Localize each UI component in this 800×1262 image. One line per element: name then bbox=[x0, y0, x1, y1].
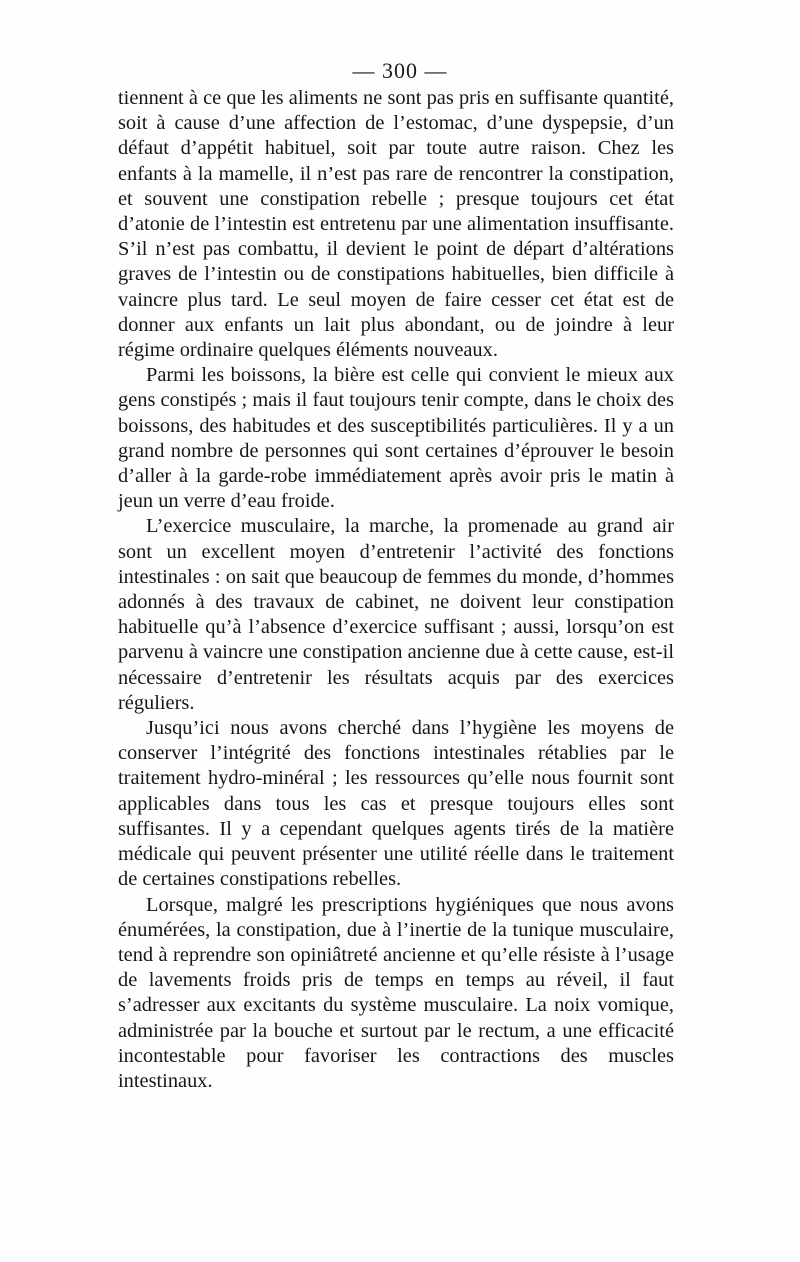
paragraph-2: Parmi les boissons, la bière est celle qui convient le mieux aux gens constipés ; mais il faut toujours tenir compte, dans le choix des boissons, des habitudes et des susceptibilités particulières. Il y a un grand nombre de personnes qui sont certaines d’éprouver le besoin d’aller à la garde-robe immédiatement après avoir pris le matin à jeun un verre d’eau froide. bbox=[118, 364, 674, 513]
paragraph-1: tiennent à ce que les aliments ne sont pas pris en suffisante quantité, soit à cause d’une affection de l’estomac, d’une dyspepsie, d’un défaut d’appétit habituel, soit par toute autre raison. Chez les enfants à la mamelle, il n’est pas rare de rencontrer la constipation, et souvent une constipation rebelle ; presque toujours cet état d’atonie de l’intestin est entretenu par une alimentation insuffisante. S’il n’est pas combattu, il devient le point de départ d’altérations graves de l’intestin ou de constipations habituelles, bien difficile à vaincre plus tard. Le seul moyen de faire cesser cet état est de donner aux enfants un lait plus abondant, ou de joindre à leur régime ordinaire quelques éléments nouveaux. bbox=[118, 87, 674, 362]
paragraph-4: Jusqu’ici nous avons cherché dans l’hygiène les moyens de conserver l’intégrité des fonctions intestinales rétablies par le traitement hydro-minéral ; les ressources qu’elle nous fournit sont applicables dans tous les cas et presque toujours elles sont suffisantes. Il y a cependant quelques agents tirés de la matière médicale qui peuvent présenter une utilité réelle dans le traitement de certaines constipations rebelles. bbox=[118, 717, 674, 891]
paragraph-5: Lorsque, malgré les prescriptions hygiéniques que nous avons énumérées, la constipation, due à l’inertie de la tunique musculaire, tend à reprendre son opiniâtreté ancienne et qu’elle résiste à l’usage de lavements froids pris de temps en temps au réveil, il faut s’adresser aux excitants du système musculaire. La noix vomique, administrée par la bouche et surtout par le rectum, a une efficacité incontestable pour favoriser les contractions des muscles intestinaux. bbox=[118, 893, 674, 1092]
body-text bbox=[118, 86, 674, 1094]
page-number: — 300 — bbox=[352, 58, 448, 83]
paragraph-3: L’exercice musculaire, la marche, la promenade au grand air sont un excellent moyen d’entretenir l’activité des fonctions intestinales : on sait que beaucoup de femmes du monde, d’hommes adonnés à des travaux de cabinet, ne doivent leur constipation habituelle qu’à l’absence d’exercice suffisant ; aussi, lorsqu’on est parvenu à vaincre une constipation ancienne due à cette cause, est-il nécessaire d’entretenir les résultats acquis par des exercices réguliers. bbox=[118, 515, 674, 714]
